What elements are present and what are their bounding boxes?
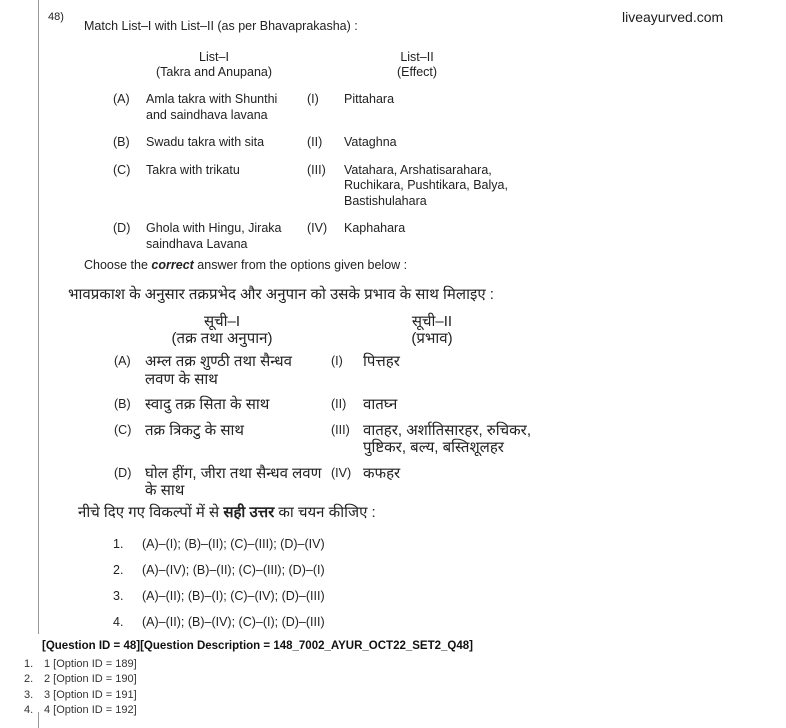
row-label: (C) xyxy=(114,422,132,437)
choose-bold-word: सही उत्तर xyxy=(223,504,275,521)
option-number: 2. xyxy=(113,563,124,577)
match-row xyxy=(113,92,529,123)
option-id-row xyxy=(0,703,137,718)
match-row xyxy=(113,221,529,252)
match-prompt-english: Match List–I with List–II (as per Bhavaprakasha) : xyxy=(84,19,358,33)
option-id-text: 4 [Option ID = 192] xyxy=(44,704,137,717)
option-row xyxy=(0,562,325,578)
list2-header-english xyxy=(332,50,502,80)
answer-options xyxy=(0,536,325,640)
option-text: (A)–(IV); (B)–(II); (C)–(III); (D)–(I) xyxy=(142,563,325,577)
match-text: वातघ्न xyxy=(363,396,398,413)
match-text: कफहर xyxy=(363,464,401,482)
match-label: (II) xyxy=(307,135,323,149)
option-text: (A)–(II); (B)–(I); (C)–(IV); (D)–(III) xyxy=(142,589,325,603)
match-text: Vatahara, Arshatisarahara, Ruchikara, Pushtikara, Balya, Bastishulahara xyxy=(344,162,508,208)
list1-header-hindi xyxy=(137,313,307,347)
list2-title-hindi: सूची–II xyxy=(411,313,453,330)
option-id-number: 3. xyxy=(24,688,34,701)
row-item: Ghola with Hingu, Jiraka saindhava Lavana xyxy=(146,221,282,251)
list1-title-hindi: सूची–I xyxy=(203,313,241,330)
option-id-row xyxy=(0,672,137,687)
row-item: स्वादु तक्र सिता के साथ xyxy=(145,396,270,413)
match-label: (I) xyxy=(331,354,343,368)
question-id-meta: [Question ID = 48][Question Description = 148_7002_AYUR_OCT22_SET2_Q48] xyxy=(42,640,473,652)
match-label: (I) xyxy=(307,92,319,106)
match-label: (IV) xyxy=(331,465,352,480)
match-text: पित्तहर xyxy=(363,353,400,370)
option-number: 3. xyxy=(113,589,124,603)
match-label: (II) xyxy=(331,397,347,411)
match-row xyxy=(113,163,529,210)
match-row xyxy=(114,396,533,414)
match-label: (III) xyxy=(331,422,350,437)
row-item: अम्ल तक्र शुण्ठी तथा सैन्धव लवण के साथ xyxy=(145,353,292,388)
row-label: (B) xyxy=(114,397,131,411)
match-label: (IV) xyxy=(307,221,328,235)
match-row xyxy=(114,422,533,457)
choose-suffix: answer from the options given below : xyxy=(193,258,408,272)
option-id-text: 3 [Option ID = 191] xyxy=(44,688,137,701)
row-item: Amla takra with Shunthi and saindhava lavana xyxy=(146,92,278,122)
match-row xyxy=(114,465,533,500)
match-prompt-hindi: भावप्रकाश के अनुसार तक्रप्रभेद और अनुपान को उसके प्रभाव के साथ मिलाइए : xyxy=(68,286,494,303)
match-text: Vataghna xyxy=(344,135,397,149)
option-id-row xyxy=(0,657,137,672)
list1-header-english xyxy=(139,50,289,80)
option-id-row xyxy=(0,688,137,703)
list2-subtitle-hindi: (प्रभाव) xyxy=(411,330,453,347)
match-text: Kaphahara xyxy=(344,221,406,235)
list2-title-english: List–II xyxy=(400,50,434,64)
match-table-hindi xyxy=(0,353,533,508)
option-id-number: 4. xyxy=(24,704,34,717)
choose-instruction-english xyxy=(84,258,407,272)
row-label: (A) xyxy=(114,354,131,368)
list1-subtitle-english: (Takra and Anupana) xyxy=(155,65,273,79)
option-id-list xyxy=(0,657,137,719)
list1-subtitle-hindi: (तक्र तथा अनुपान) xyxy=(171,330,273,347)
list1-title-english: List–I xyxy=(199,50,229,64)
row-label: (C) xyxy=(113,162,131,177)
match-label: (III) xyxy=(307,162,326,177)
match-row xyxy=(113,135,529,151)
option-id-number: 2. xyxy=(24,673,34,686)
match-table-english xyxy=(0,92,529,264)
option-number: 1. xyxy=(113,537,124,551)
watermark-text: liveayurved.com xyxy=(622,9,724,25)
row-item: Takra with trikatu xyxy=(146,162,240,177)
row-item: घोल हींग, जीरा तथा सैन्धव लवण के साथ xyxy=(145,464,322,499)
choose-instruction-hindi xyxy=(78,502,376,522)
option-row xyxy=(0,614,325,630)
option-id-number: 1. xyxy=(24,658,34,670)
option-id-text: 2 [Option ID = 190] xyxy=(44,673,137,686)
choose-bold-word: correct xyxy=(151,258,194,272)
match-text: वातहर, अर्शातिसारहर, रुचिकर, पुष्टिकर, बल्य, बस्तिशूलहर xyxy=(363,421,531,456)
list2-subtitle-english: (Effect) xyxy=(396,65,438,79)
match-text: Pittahara xyxy=(344,92,395,106)
option-text: (A)–(I); (B)–(II); (C)–(III); (D)–(IV) xyxy=(142,537,325,551)
choose-prefix: नीचे दिए गए विकल्पों में से xyxy=(78,504,224,521)
row-label: (A) xyxy=(113,92,130,106)
row-item: Swadu takra with sita xyxy=(146,135,265,149)
row-label: (D) xyxy=(113,221,131,235)
choose-suffix: का चयन कीजिए : xyxy=(274,504,376,521)
row-label: (D) xyxy=(114,465,132,480)
match-row xyxy=(114,353,533,388)
option-row xyxy=(0,536,325,552)
choose-prefix: Choose the xyxy=(84,258,152,272)
option-number: 4. xyxy=(113,615,124,629)
row-item: तक्र त्रिकटु के साथ xyxy=(145,421,244,439)
list2-header-hindi xyxy=(372,313,492,347)
option-row xyxy=(0,588,325,604)
option-id-text: 1 [Option ID = 189] xyxy=(44,658,137,670)
row-label: (B) xyxy=(113,135,130,149)
option-text: (A)–(II); (B)–(IV); (C)–(I); (D)–(III) xyxy=(142,615,325,629)
question-number: 48) xyxy=(48,11,64,23)
